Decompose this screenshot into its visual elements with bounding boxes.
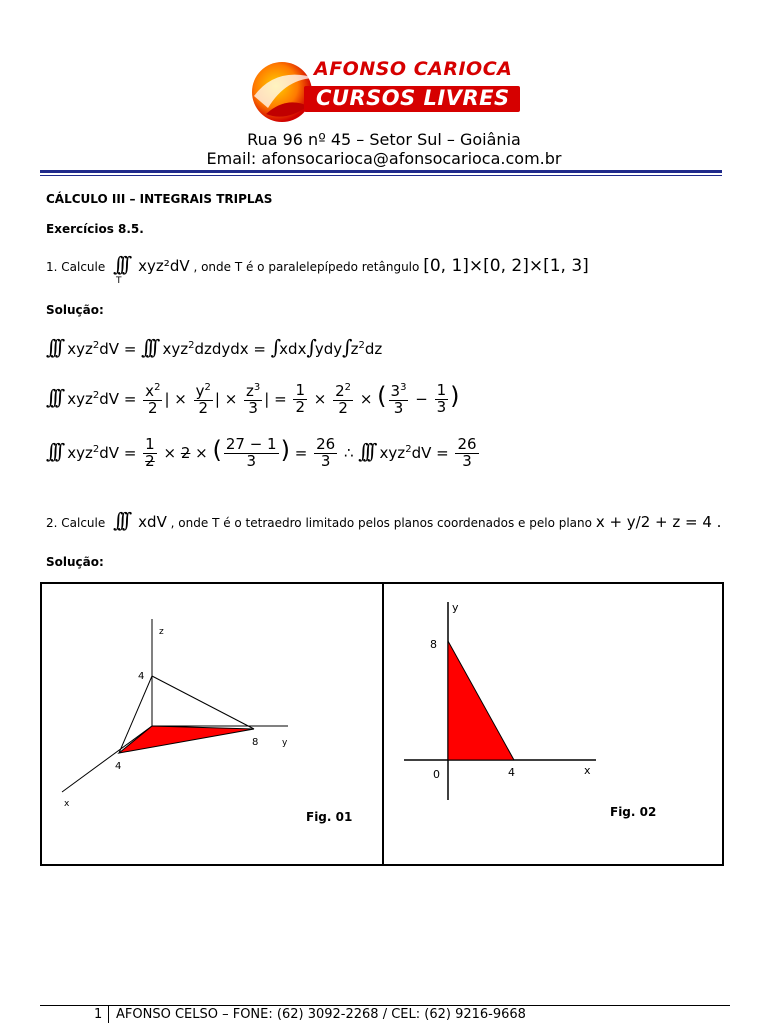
exercise-1-integrand: xyz²dV [138,257,190,275]
fig1-label-y: y [282,738,288,748]
exercise-2-integrand: xdV [138,513,167,531]
logo [246,56,522,126]
doc-title: CÁLCULO III – INTEGRAIS TRIPLAS [46,192,273,206]
triple-integral-icon: ∫∫∫ [113,252,127,276]
header-rule [40,170,722,173]
fig-01-plot [42,584,382,864]
exercise-1 [46,252,589,276]
solution-2-heading: Solução: [46,555,104,569]
solution-1-equation-1: ∫∫∫ xyz$^2$dV = ∫∫∫ xyz$^2$dzdydx = ∫ xdx∫ ydy∫ $z^2dz$ [46,335,383,359]
footer-text: AFONSO CELSO – FONE: (62) 3092-2268 / CEL: (62) 9216-9668 [116,1007,526,1022]
fig1-caption: Fig. 01 [306,810,353,824]
footer-divider [108,1006,109,1023]
exercise-1-text: , onde T é o paralelepípedo retângulo [193,260,420,274]
fig2-label-origin: 0 [433,768,440,781]
address-line: Rua 96 nº 45 – Setor Sul – Goiânia [247,130,521,149]
region-T-label-1: T [116,276,122,286]
fig1-label-x-tick: 4 [115,761,122,772]
solution-1-equation-2: ∫∫∫ xyz$^2$dV = $\frac{x^2}{2}$ | × $\frac{y^2}{2}$ | × $\frac{z^3}{3}$ | = $\frac{1}{2}$ × $\frac{2^2}{2}$ × ( $\frac{3^3}{3}$ − $\frac{1}{3}$ ) [46,381,460,417]
solution-1-heading: Solução: [46,303,104,317]
exercise-2 [46,508,721,532]
fig2-label-x: x [584,764,591,777]
fig2-label-x-tick: 4 [508,766,515,779]
footer-page-number: 1 [94,1007,103,1022]
logo-line-1: AFONSO CARIOCA [314,58,513,80]
email-line: Email: afonsocarioca@afonsocarioca.com.br [206,149,562,168]
exercise-2-prefix: 2. Calcule [46,516,106,530]
fig2-caption: Fig. 02 [610,805,657,819]
logo-line-2: CURSOS LIVRES [316,86,510,110]
fig1-label-z: z [159,627,164,637]
fig-02-plot [384,584,722,864]
exercise-2-plane: x + y/2 + z = 4 . [595,513,722,531]
exercise-1-region: [0, 1]×[0, 2]×[1, 3] [423,256,589,276]
fig2-label-y-tick: 8 [430,638,437,651]
exercise-2-text: , onde T é o tetraedro limitado pelos planos coordenados e pelo plano [170,516,592,530]
exercises-heading: Exercícios 8.5. [46,222,144,236]
fig1-label-x: x [64,799,70,809]
fig1-edge-z-y [152,676,254,729]
fig2-label-y: y [452,601,459,614]
fig1-label-z-tick: 4 [138,671,145,682]
fig1-label-y-tick: 8 [252,737,259,748]
header-rule-thin [40,175,722,176]
fig1-base-triangle [119,726,254,753]
solution-1-equation-3: ∫∫∫ xyz$^2$dV = $\frac{1}{2}$ × 2 × ( $\frac{27 - 1}{3}$ ) = $\frac{26}{3}$ ∴ ∫∫∫ xyz$^2$dV = $\frac{26}{3}$ [46,435,477,470]
exercise-1-prefix: 1. Calcule [46,260,106,274]
triple-integral-icon-2: ∫∫∫ [113,508,127,532]
footer-rule [40,1005,730,1006]
fig2-triangle [448,641,514,760]
fig1-x-axis [62,726,152,792]
